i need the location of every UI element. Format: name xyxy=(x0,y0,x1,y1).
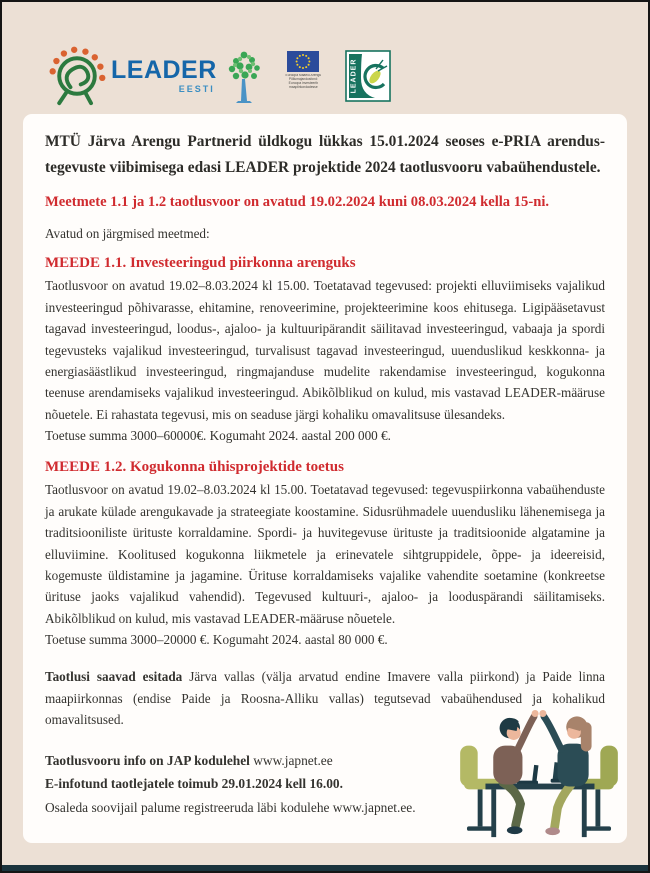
leader-eesti-title: LEADER xyxy=(111,56,217,84)
jap-sun-logo-icon xyxy=(48,46,106,106)
eu-flag-logo xyxy=(271,51,336,102)
bottom-bar xyxy=(2,865,648,871)
eu-caption-line: maapiirkondadesse xyxy=(288,85,318,89)
high-five-illustration xyxy=(455,695,623,841)
measure-1-1-body: Taotlusvoor on avatud 19.02–8.03.2024 kl 15.00. Toetatavad tegevused: projekti elluviimiseks vajalikud investeeringud põhivarasse, ehitamine, renoveerimine, projekteerimine koos ehitusega. Ligipääsetavust tagavad investeeringud, loodus-, ajaloo- ja kultuuripärandit säilitavad investeeringud, vabaaja ja spordi tegevusteks vajalikud investeeringud, turvalisust tagavad investeeringud, uuenduslikud keskkonna- ja energiasäästlikud investeeringud, ringmajanduse mudelite rakendamise investeeringud, kogukonna teenuse arendamiseks vajalikud investeeringud. Abikõlblikud on kulud, mis vastavad LEADER-määruse nõuetele. Ei rahastata tegevusi, mis on seaduse järgi kohaliku omavalitsuse ülesandeks. xyxy=(45,278,605,422)
footer-info-label: Taotlusvooru info on JAP kodulehel xyxy=(45,752,250,768)
measure-1-1-sum: Toetuse summa 3000–60000€. Kogumaht 2024. aastal 200 000 €. xyxy=(45,428,391,444)
leader-eu-logo-icon xyxy=(345,50,391,102)
measure-1-1-heading: MEEDE 1.1. Investeeringud piirkonna arenguks xyxy=(45,255,356,272)
content-card xyxy=(23,114,627,843)
open-measures-line: Avatud on järgmised meetmed: xyxy=(45,226,210,242)
measure-1-2-heading: MEEDE 1.2. Kogukonna ühisprojektide toetus xyxy=(45,459,344,476)
eu-flag-caption xyxy=(285,74,321,89)
measure-1-2-sum: Toetuse summa 3000–20000 €. Kogumaht 2024. aastal 80 000 €. xyxy=(45,632,388,648)
japnet-link[interactable]: www.japnet.ee xyxy=(249,752,333,768)
footer-infohour-line: E-infotund taotlejatele toimub 29.01.2024 kell 16.00. xyxy=(45,776,343,792)
leader-eesti-logo xyxy=(111,58,217,94)
footer-register-line: Osaleda soovijail palume registreeruda läbi kodulehe www.japnet.ee. xyxy=(45,800,416,816)
logo-row xyxy=(48,46,391,106)
eligibility-lead: Taotlusi saavad esitada xyxy=(45,669,183,685)
leader-eu-vertical-text: LEADER xyxy=(350,58,358,94)
leader-eesti-subtitle: EESTI xyxy=(178,84,215,94)
flyer-title: MTÜ Järva Arengu Partnerid üldkogu lükkas 15.01.2024 seoses e-PRIA arendustegevuste viibimisega edasi LEADER projektide 2024 taotlusvooru vabaühendustele. xyxy=(45,133,605,177)
eligibility-rest: Järva vallas (välja arvatud endine Imavere valla piirkond) ja Paide linna maapiirkonnas (endise Paide ja Roosna-Alliku vallas) tegutsevad vabaühendused ja kohalikud omavalitsused. xyxy=(45,669,605,728)
eu-caption-line: Euroopa Maaelu Arengu xyxy=(285,73,321,78)
eu-caption-line: Põllumajandusfond: xyxy=(288,77,318,81)
eu-flag-icon xyxy=(287,51,319,72)
deadline-line: Meetmete 1.1 ja 1.2 taotlusvoor on avatud 19.02.2024 kuni 08.03.2024 kella 15-ni. xyxy=(45,193,550,210)
eu-caption-line: Euroopa investeerib xyxy=(288,81,318,85)
measure-1-2-body: Taotlusvoor on avatud 19.02–8.03.2024 kl 15.00. Toetatavad tegevused: tegevuspiirkonna vabaühenduste ja arukate külade arengukavade ja strateegiate koostamine. Sidusrühmadele uuendusliku lähenemisega ja traditsiooniliste ürituste korraldamine. Spordi- ja huvitegevuse ürituste ja traditsioonide algatamine ja elluviimine. Koolitused kogukonna liikmetele ja erinevatele sihtgruppidele, õppe- ja ideereisid, kogemuste üldistamine ja jagamine. Ürituse korraldamiseks vajalike vahendite soetamine (konkreetse ürituse jaoks vajalikud vahendid). Tegevused kultuuri-, ajaloo- ja looduspärandi säilitamiseks. Abikõlblikud on kulud, mis vastavad LEADER-määruse nõuetele. xyxy=(45,482,605,626)
tree-logo-icon xyxy=(226,49,262,103)
